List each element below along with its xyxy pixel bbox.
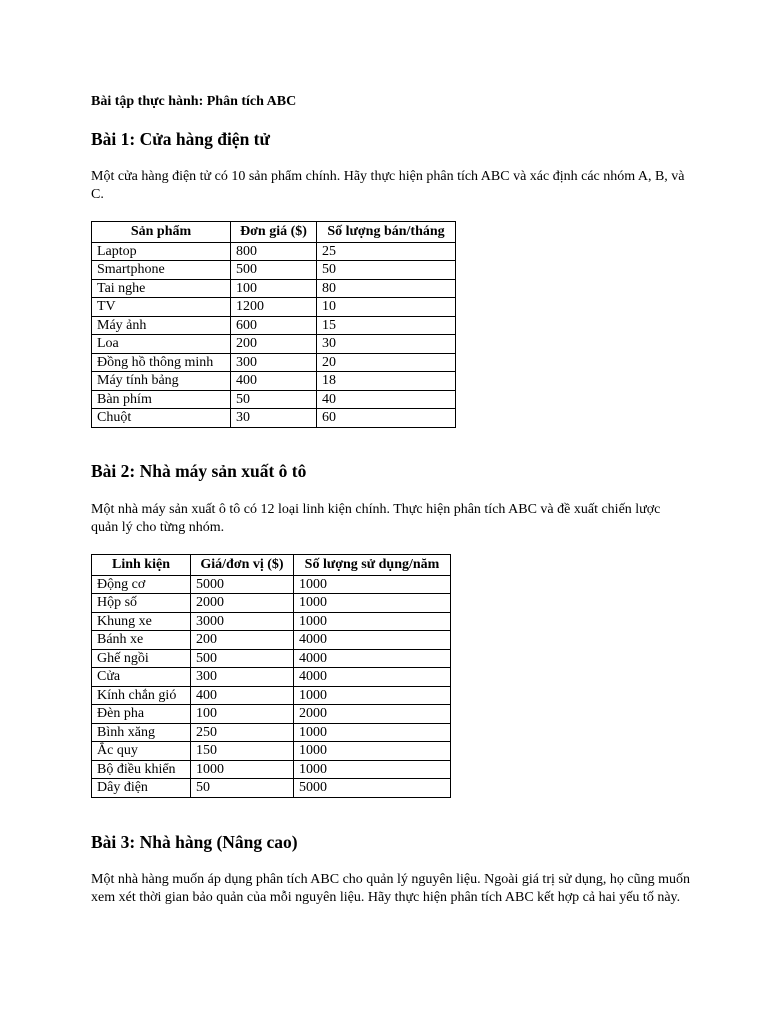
table-cell: 50 — [191, 779, 294, 798]
table-row — [92, 760, 451, 779]
table-cell: Bình xăng — [92, 723, 191, 742]
table-cell: 300 — [191, 668, 294, 687]
table-cell: 5000 — [191, 575, 294, 594]
table-cell: TV — [92, 298, 231, 317]
table-cell: Máy ảnh — [92, 316, 231, 335]
table-cell: Dây điện — [92, 779, 191, 798]
table-header-row — [92, 222, 456, 243]
column-header: Đơn giá ($) — [231, 222, 317, 243]
table-cell: 800 — [231, 242, 317, 261]
column-header: Sản phẩm — [92, 222, 231, 243]
table-cell: 4000 — [294, 631, 451, 650]
table-cell: 5000 — [294, 779, 451, 798]
table-cell: 1000 — [294, 742, 451, 761]
table-cell: 1000 — [294, 686, 451, 705]
table-row — [92, 649, 451, 668]
table-cell: 4000 — [294, 668, 451, 687]
table-cell: Máy tính bảng — [92, 372, 231, 391]
table-cell: Ghế ngồi — [92, 649, 191, 668]
column-header: Linh kiện — [92, 555, 191, 576]
table-row — [92, 372, 456, 391]
table-cell: Động cơ — [92, 575, 191, 594]
table-row — [92, 298, 456, 317]
document-title: Bài tập thực hành: Phân tích ABC — [91, 94, 297, 109]
table-cell: 2000 — [294, 705, 451, 724]
table-cell: 1000 — [294, 575, 451, 594]
table-row — [92, 612, 451, 631]
table-cell: 1000 — [294, 760, 451, 779]
table-cell: 10 — [317, 298, 456, 317]
table-cell: 4000 — [294, 649, 451, 668]
table-cell: 400 — [191, 686, 294, 705]
table-cell: Hộp số — [92, 594, 191, 613]
table-row — [92, 353, 456, 372]
table-cell: Đồng hồ thông minh — [92, 353, 231, 372]
table-cell: 25 — [317, 242, 456, 261]
table-cell: 1200 — [231, 298, 317, 317]
table-cell: Ắc quy — [92, 742, 191, 761]
table-cell: 40 — [317, 390, 456, 409]
table-cell: 150 — [191, 742, 294, 761]
table-cell: Bộ điều khiển — [92, 760, 191, 779]
table-cell: 50 — [317, 261, 456, 280]
table-cell: 400 — [231, 372, 317, 391]
table-row — [92, 779, 451, 798]
table-cell: Bánh xe — [92, 631, 191, 650]
table-row — [92, 409, 456, 428]
table-row — [92, 705, 451, 724]
table-cell: 20 — [317, 353, 456, 372]
exercise-2-intro: Một nhà máy sản xuất ô tô có 12 loại linh kiện chính. Thực hiện phân tích ABC và đề xuất chiến lược quản lý cho từng nhóm. — [91, 502, 661, 535]
table-cell: 1000 — [294, 594, 451, 613]
exercise-1-table — [91, 221, 456, 428]
table-cell: Loa — [92, 335, 231, 354]
table-cell: 250 — [191, 723, 294, 742]
table-row — [92, 390, 456, 409]
table-cell: 200 — [191, 631, 294, 650]
table-row — [92, 594, 451, 613]
table-cell: Smartphone — [92, 261, 231, 280]
table-cell: Bàn phím — [92, 390, 231, 409]
table-cell: Laptop — [92, 242, 231, 261]
table-row — [92, 279, 456, 298]
table-cell: 100 — [231, 279, 317, 298]
table-cell: 2000 — [191, 594, 294, 613]
table-cell: 1000 — [191, 760, 294, 779]
table-cell: Tai nghe — [92, 279, 231, 298]
exercise-2-table — [91, 554, 451, 798]
table-cell: Cửa — [92, 668, 191, 687]
table-cell: 500 — [191, 649, 294, 668]
table-cell: 500 — [231, 261, 317, 280]
table-cell: Kính chắn gió — [92, 686, 191, 705]
exercise-3-intro: Một nhà hàng muốn áp dụng phân tích ABC cho quản lý nguyên liệu. Ngoài giá trị sử dụng, họ cũng muốn xem xét thời gian bảo quản của mỗi nguyên liệu. Hãy thực hiện phân tích ABC kết hợp cả hai yếu tố này. — [91, 872, 691, 905]
table-cell: 18 — [317, 372, 456, 391]
table-row — [92, 261, 456, 280]
column-header: Số lượng sử dụng/năm — [294, 555, 451, 576]
table-header-row — [92, 555, 451, 576]
table-cell: Khung xe — [92, 612, 191, 631]
table-cell: 15 — [317, 316, 456, 335]
table-cell: 200 — [231, 335, 317, 354]
table-cell: 1000 — [294, 612, 451, 631]
table-cell: Đèn pha — [92, 705, 191, 724]
table-row — [92, 668, 451, 687]
table-row — [92, 686, 451, 705]
table-cell: 1000 — [294, 723, 451, 742]
table-row — [92, 316, 456, 335]
table-cell: Chuột — [92, 409, 231, 428]
table-row — [92, 631, 451, 650]
table-cell: 100 — [191, 705, 294, 724]
table-cell: 30 — [317, 335, 456, 354]
table-cell: 80 — [317, 279, 456, 298]
table-row — [92, 335, 456, 354]
table-row — [92, 742, 451, 761]
exercise-2-heading: Bài 2: Nhà máy sản xuất ô tô — [91, 461, 307, 481]
table-row — [92, 242, 456, 261]
table-row — [92, 723, 451, 742]
table-cell: 60 — [317, 409, 456, 428]
column-header: Giá/đơn vị ($) — [191, 555, 294, 576]
table-cell: 30 — [231, 409, 317, 428]
exercise-1-heading: Bài 1: Cửa hàng điện tử — [91, 129, 271, 149]
table-row — [92, 575, 451, 594]
table-cell: 50 — [231, 390, 317, 409]
table-cell: 3000 — [191, 612, 294, 631]
table-cell: 600 — [231, 316, 317, 335]
column-header: Số lượng bán/tháng — [317, 222, 456, 243]
exercise-1-intro: Một cửa hàng điện tử có 10 sản phẩm chính. Hãy thực hiện phân tích ABC và xác định các nhóm A, B, và C. — [91, 169, 685, 202]
table-cell: 300 — [231, 353, 317, 372]
exercise-3-heading: Bài 3: Nhà hàng (Nâng cao) — [91, 832, 298, 852]
